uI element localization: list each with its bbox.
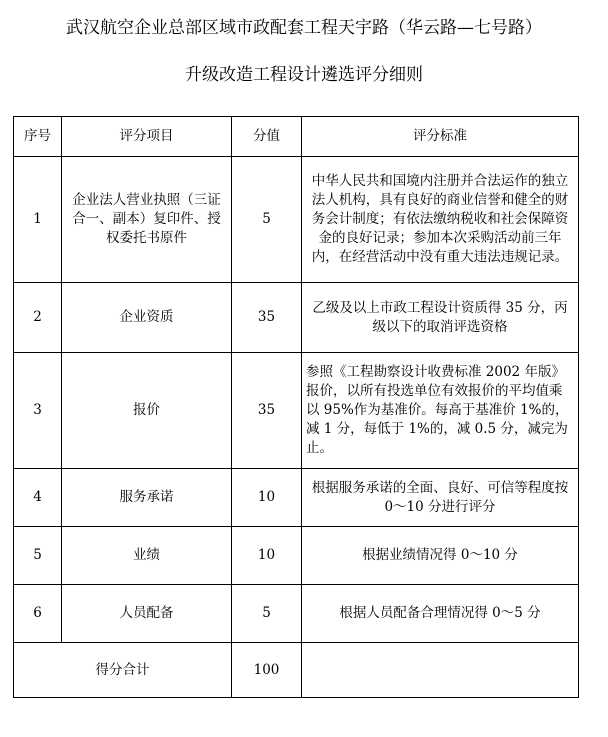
document-title-line2: 升级改造工程设计遴选评分细则: [185, 65, 423, 85]
header-standard: 评分标准: [302, 117, 579, 157]
table-row: [14, 283, 579, 353]
cell-standard: 乙级及以上市政工程设计资质得 35 分，丙级以下的取消评选资格: [302, 283, 579, 353]
cell-standard: 中华人民共和国境内注册并合法运作的独立法人机构，具有良好的商业信誉和健全的财务会计制度；有依法缴纳税收和社会保障资金的良好记录；参加本次采购活动前三年内，在经营活动中没有重大违法违规记录。: [302, 157, 579, 283]
cell-no: 6: [14, 585, 62, 643]
cell-score: 10: [232, 469, 302, 527]
cell-score: 35: [232, 353, 302, 469]
cell-no: 2: [14, 283, 62, 353]
header-no: 序号: [14, 117, 62, 157]
cell-score: 10: [232, 527, 302, 585]
cell-standard: 参照《工程勘察设计收费标准 2002 年版》报价，以所有投选单位有效报价的平均值乘以 95%作为基准价。每高于基准价 1%的，减 1 分，每低于 1%的，减 0.5 分，减完为止。: [302, 353, 579, 469]
table-row: [14, 353, 579, 469]
cell-standard: 根据服务承诺的全面、良好、可信等程度按 0～10 分进行评分: [302, 469, 579, 527]
header-score: 分值: [232, 117, 302, 157]
cell-item: 人员配备: [62, 585, 232, 643]
cell-standard: 根据人员配备合理情况得 0～5 分: [302, 585, 579, 643]
table-row: [14, 469, 579, 527]
cell-standard: 根据业绩情况得 0～10 分: [302, 527, 579, 585]
total-score: 100: [232, 643, 302, 698]
cell-score: 35: [232, 283, 302, 353]
scoring-table: [13, 116, 579, 698]
cell-no: 3: [14, 353, 62, 469]
header-item: 评分项目: [62, 117, 232, 157]
document-title-line1: 武汉航空企业总部区域市政配套工程天宇路（华云路—七号路）: [66, 18, 542, 38]
cell-item: 企业法人营业执照（三证合一、副本）复印件、授权委托书原件: [62, 157, 232, 283]
table-row: [14, 527, 579, 585]
cell-item: 企业资质: [62, 283, 232, 353]
cell-no: 1: [14, 157, 62, 283]
cell-score: 5: [232, 585, 302, 643]
cell-item: 服务承诺: [62, 469, 232, 527]
total-standard: [302, 643, 579, 698]
cell-item: 业绩: [62, 527, 232, 585]
table-row: [14, 585, 579, 643]
total-label: 得分合计: [14, 643, 232, 698]
table-header-row: [14, 117, 579, 157]
cell-item: 报价: [62, 353, 232, 469]
table-row: [14, 157, 579, 283]
table-total-row: [14, 643, 579, 698]
cell-no: 4: [14, 469, 62, 527]
cell-score: 5: [232, 157, 302, 283]
cell-no: 5: [14, 527, 62, 585]
